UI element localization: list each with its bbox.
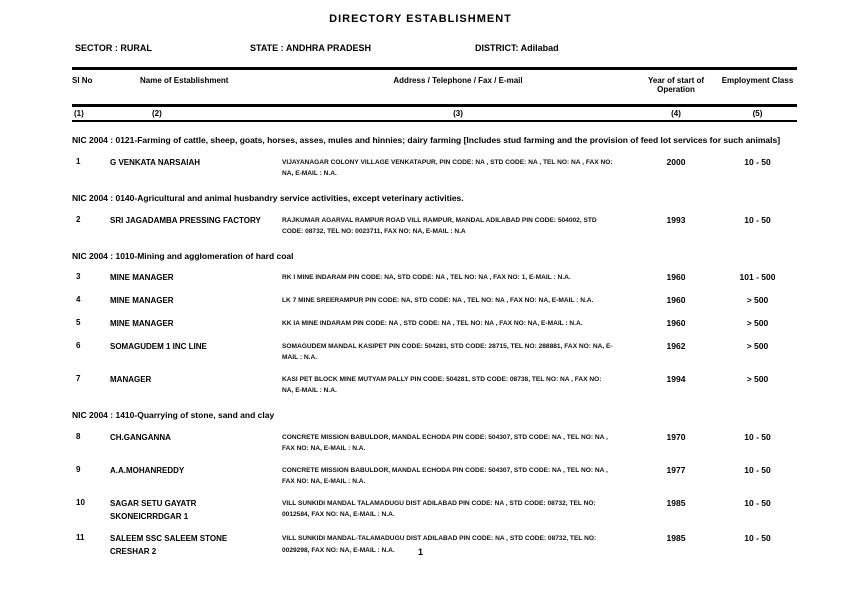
nic-section-heading: NIC 2004 : 0140-Agricultural and animal husbandry service activities, except veterinary activities. — [72, 192, 464, 203]
row-establishment-name: SOMAGUDEM 1 INC LINE — [110, 341, 207, 351]
row-establishment-name: SAGAR SETU GAYATR SKONEICRRDGAR 1 — [110, 498, 197, 521]
row-employment-class: 10 - 50 — [744, 464, 771, 475]
state-label: STATE : — [250, 43, 284, 53]
row-establishment-name: MINE MANAGER — [110, 273, 174, 283]
row-employment-class: 10 - 50 — [744, 214, 771, 225]
row-address: CONCRETE MISSION BABULDOR, MANDAL ECHODA PIN CODE: 504307, STD CODE: NA , TEL NO: NA , FAX NO: NA, E-MAIL : N.A. — [282, 466, 608, 486]
district-value: Adilabad — [520, 43, 559, 53]
col-number-4: (4) — [671, 109, 681, 118]
nic-section-heading: NIC 2004 : 1010-Mining and agglomeration of hard coal — [72, 250, 294, 261]
col-number-1: (1) — [74, 109, 84, 118]
table-row — [72, 498, 797, 524]
row-year-of-start: 1977 — [666, 464, 686, 475]
row-establishment-name: SRI JAGADAMBA PRESSING FACTORY — [110, 215, 261, 225]
sector-value: RURAL — [120, 43, 152, 53]
table-body — [72, 134, 797, 559]
row-employment-class: 10 - 50 — [744, 156, 771, 167]
state-value: ANDHRA PRADESH — [285, 43, 372, 53]
col-header-name: Name of Establishment — [140, 76, 229, 85]
row-establishment-name: MINE MANAGER — [110, 296, 174, 306]
row-employment-class: > 500 — [746, 317, 769, 328]
row-year-of-start: 1970 — [666, 431, 686, 442]
table-row — [72, 341, 797, 364]
row-establishment-name: MANAGER — [110, 374, 152, 384]
table-header-row — [72, 67, 797, 104]
row-address: VILL SUNKIDI MANDAL TALAMADUGU DIST ADILABAD PIN CODE: NA , STD CODE: 08732, TEL NO: 0012584, FAX NO: NA, E-MAIL : N.A. — [282, 499, 596, 519]
header-bottom-rule — [72, 120, 797, 122]
table-row — [72, 318, 797, 331]
row-establishment-name: A.A.MOHANREDDY — [110, 465, 185, 475]
table-row — [72, 215, 797, 238]
col-header-employment: Employment Class — [721, 76, 794, 85]
row-employment-class: > 500 — [746, 373, 769, 384]
row-employment-class: 101 - 500 — [739, 272, 776, 283]
row-sl-no: 7 — [76, 373, 81, 383]
district-field — [475, 43, 559, 53]
state-field — [250, 43, 450, 53]
row-address: LK 7 MINE SREERAMPUR PIN CODE: NA, STD CODE: NA , TEL NO: NA , FAX NO: NA, E-MAIL : N.A. — [282, 297, 594, 305]
row-address: KASI PET BLOCK MINE MUTYAM PALLY PIN CODE: 504281, STD CODE: 08738, TEL NO: NA , FAX NO: NA, E-MAIL : N.A. — [282, 375, 602, 395]
row-sl-no: 11 — [76, 533, 85, 543]
row-year-of-start: 1994 — [666, 373, 686, 384]
row-establishment-name: CH.GANGANNA — [110, 432, 171, 442]
row-address: KK IA MINE INDARAM PIN CODE: NA , STD CODE: NA , TEL NO: NA , FAX NO: NA, E-MAIL : N.A. — [282, 319, 583, 327]
row-employment-class: > 500 — [746, 340, 769, 351]
col-number-5: (5) — [752, 109, 763, 118]
row-sl-no: 3 — [76, 272, 81, 282]
row-address: RK I MINE INDARAM PIN CODE: NA, STD CODE: NA , TEL NO: NA , FAX NO: 1, E-MAIL : N.A. — [282, 274, 571, 282]
row-employment-class: 10 - 50 — [744, 497, 771, 508]
row-sl-no: 1 — [76, 156, 81, 166]
row-employment-class: 10 - 50 — [744, 533, 771, 544]
table-row — [72, 157, 797, 180]
page-number: 1 — [417, 547, 423, 557]
page-title: DIRECTORY ESTABLISHMENT — [329, 13, 512, 25]
district-label: DISTRICT: — [475, 43, 519, 53]
row-sl-no: 9 — [76, 464, 81, 474]
col-header-slno: Sl No — [72, 76, 93, 85]
col-header-year: Year of start of Operation — [647, 76, 704, 94]
col-header-address: Address / Telephone / Fax / E-mail — [393, 76, 523, 85]
row-year-of-start: 2000 — [666, 156, 686, 167]
row-sl-no: 4 — [76, 295, 81, 305]
sector-field — [75, 43, 250, 53]
col-number-2: (2) — [152, 109, 162, 118]
row-year-of-start: 1985 — [666, 533, 686, 544]
row-sl-no: 10 — [76, 497, 85, 507]
row-establishment-name: MINE MANAGER — [110, 318, 174, 328]
row-sl-no: 5 — [76, 317, 81, 327]
row-year-of-start: 1960 — [666, 295, 686, 306]
row-address: VIJAYANAGAR COLONY VILLAGE VENKATAPUR, PIN CODE: NA , STD CODE: NA , TEL NO: NA , FAX NO: NA, E-MAIL : N.A. — [282, 158, 613, 178]
row-year-of-start: 1985 — [666, 497, 686, 508]
table-row — [72, 432, 797, 455]
row-establishment-name: SALEEM SSC SALEEM STONE CRESHAR 2 — [110, 534, 228, 557]
row-sl-no: 8 — [76, 431, 81, 441]
row-address: SOMAGUDEM MANDAL KASIPET PIN CODE: 504281, STD CODE: 28715, TEL NO: 288881, FAX NO: NA, E-MAIL : N.A. — [282, 342, 613, 362]
row-address: RAJKUMAR AGARVAL RAMPUR ROAD VILL RAMPUR, MANDAL ADILABAD PIN CODE: 504002, STD CODE: 08732, TEL NO: 0023711, FAX NO: NA, E-MAIL : N.A — [282, 216, 597, 236]
row-address: VILL SUNKIDI MANDAL-TALAMADUGU DIST ADILABAD PIN CODE: NA , STD CODE: 08732, TEL NO: 0029298, FAX NO: NA, E-MAIL : N.A. — [282, 535, 597, 554]
report-meta — [75, 43, 801, 53]
sector-label: SECTOR : — [75, 43, 118, 53]
row-sl-no: 6 — [76, 340, 81, 350]
row-year-of-start: 1960 — [666, 317, 686, 328]
nic-section-heading: NIC 2004 : 0121-Farming of cattle, sheep, goats, horses, asses, mules and hinnies; dairy farming [Includes stud farming and the provision of feed lot services for such animals] — [72, 135, 781, 145]
row-year-of-start: 1962 — [666, 340, 686, 351]
column-number-row — [72, 104, 797, 120]
row-employment-class: > 500 — [746, 295, 769, 306]
table-row — [72, 272, 797, 285]
table-row — [72, 465, 797, 488]
row-year-of-start: 1993 — [666, 214, 686, 225]
establishment-table — [72, 67, 797, 559]
col-number-3: (3) — [453, 109, 463, 118]
table-row — [72, 295, 797, 308]
row-year-of-start: 1960 — [666, 272, 686, 283]
row-establishment-name: G VENKATA NARSAIAH — [110, 157, 201, 167]
nic-section-heading: NIC 2004 : 1410-Quarrying of stone, sand and clay — [72, 409, 275, 420]
row-employment-class: 10 - 50 — [744, 431, 771, 442]
row-address: CONCRETE MISSION BABULDOR, MANDAL ECHODA PIN CODE: 504307, STD CODE: NA , TEL NO: NA , FAX NO: NA, E-MAIL : N.A. — [282, 433, 608, 453]
row-sl-no: 2 — [76, 214, 81, 224]
table-row — [72, 374, 797, 397]
